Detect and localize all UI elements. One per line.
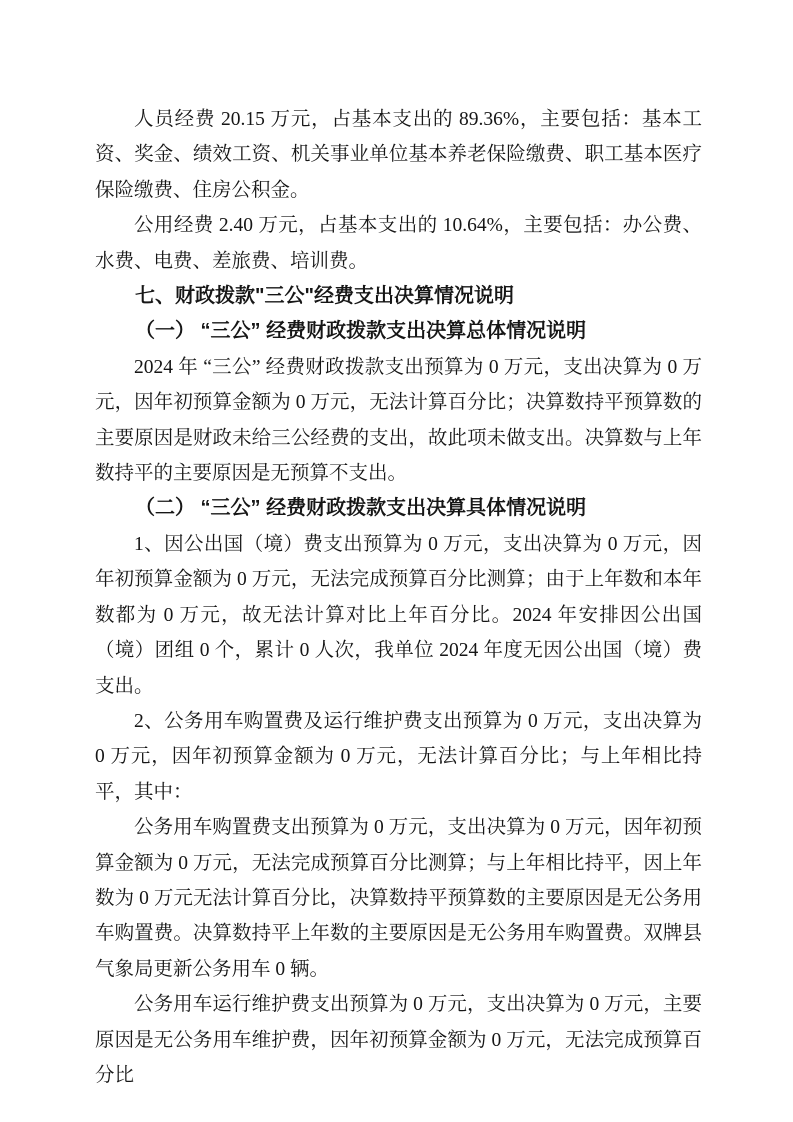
heading-section-seven-three-public-funds: 七、财政拨款"三公"经费支出决算情况说明 [135,285,514,308]
paragraph-overseas-travel-expense: 1、因公出国（境）费支出预算为 0 万元，支出决算为 0 万元，因年初预算金额为 0 万元，无法完成预算百分比测算；由于上年数和本年数都为 0 万元，故无法计算对比上年百分比。2024 年安排因公出国（境）团组 0 个，累计 0 人次，我单位 2024 年度无因公出国（境）费支出。 [95,533,702,697]
paragraph-official-vehicle-purchase: 公务用车购置费支出预算为 0 万元，支出决算为 0 万元，因年初预算金额为 0 万元，无法完成预算百分比测算；与上年相比持平，因上年数为 0 万元无法计算百分比，决算数持平预算数的主要原因是无公务用车购置费。决算数持平上年数的主要原因是无公务用车购置费。双牌县气象局更新公务用车 0 辆。 [95,817,702,980]
paragraph-personnel-expense: 人员经费 20.15 万元，占基本支出的 89.36%，主要包括：基本工资、奖金、绩效工资、机关事业单位基本养老保险缴费、职工基本医疗保险缴费、住房公积金。 [95,109,702,201]
paragraph-official-vehicle-total: 2、公务用车购置费及运行维护费支出预算为 0 万元，支出决算为 0 万元，因年初预算金额为 0 万元，无法计算百分比；与上年相比持平，其中： [95,710,702,803]
document-body [95,102,702,1093]
heading-subsection-two-specific-situation: （二） “三公” 经费财政拨款支出决算具体情况说明 [135,497,587,520]
paragraph-overall-situation: 2024 年 “三公” 经费财政拨款支出预算为 0 万元，支出决算为 0 万元，因年初预算金额为 0 万元，无法计算百分比；决算数持平预算数的主要原因是财政未给三公经费的支出，故此项未做支出。决算数与上年数持平的主要原因是无预算不支出。 [95,356,702,485]
heading-subsection-one-overall-situation: （一） “三公” 经费财政拨款支出决算总体情况说明 [135,320,587,343]
paragraph-official-vehicle-maintenance: 公务用车运行维护费支出预算为 0 万元，支出决算为 0 万元，主要原因是无公务用车维护费，因年初预算金额为 0 万元，无法完成预算百分比 [95,994,702,1086]
paragraph-public-operating-expense: 公用经费 2.40 万元，占基本支出的 10.64%，主要包括：办公费、水费、电费、差旅费、培训费。 [95,215,702,272]
